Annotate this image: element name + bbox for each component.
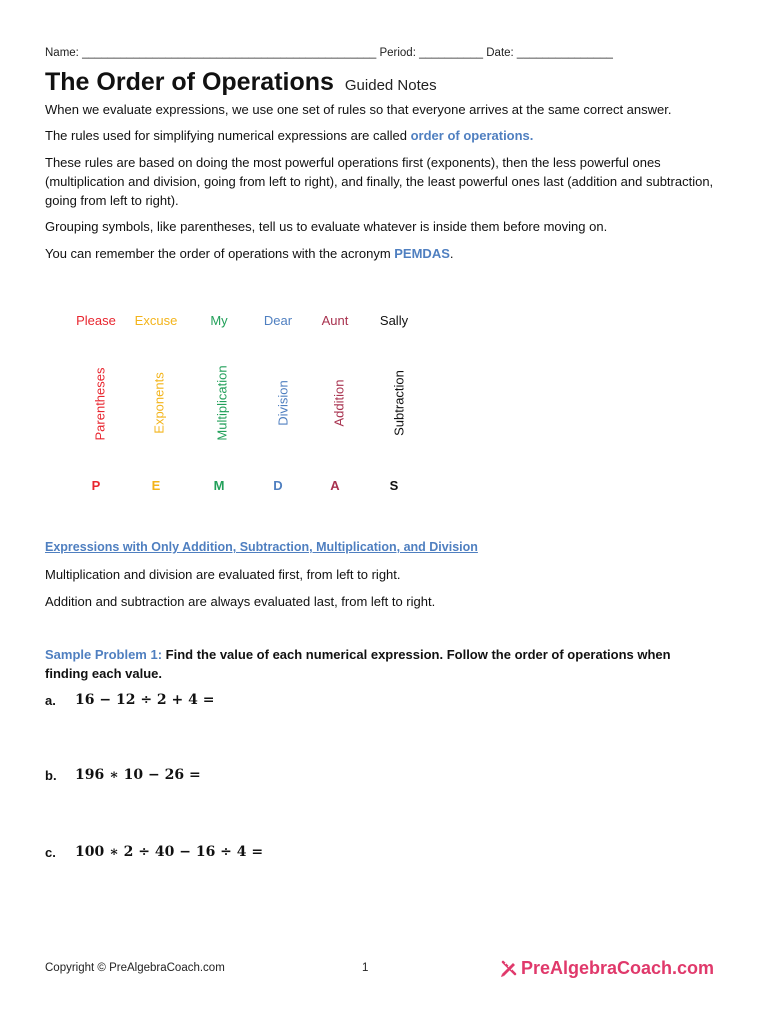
mnemonic-word-aunt: Aunt: [321, 313, 349, 328]
section-rule-2: Addition and subtraction are always evaluated last, from left to right.: [45, 594, 436, 609]
problem-label: b.: [45, 768, 57, 783]
page-title: [45, 68, 437, 97]
letter-p: P: [91, 478, 101, 493]
footer-copyright: Copyright © PreAlgebraCoach.com: [45, 962, 225, 974]
mnemonic-word-excuse: Excuse: [134, 313, 178, 328]
operation-division: Division: [275, 380, 291, 426]
section-heading: Expressions with Only Addition, Subtraction, Multiplication, and Division: [45, 540, 478, 554]
intro-p2-text: The rules used for simplifying numerical expressions are called: [45, 128, 411, 143]
intro-paragraph-2: [45, 126, 725, 145]
mnemonic-word-my: My: [210, 313, 228, 328]
name-period-date-line: Name: ______________________________________________ Period: __________ Date: _______________: [45, 47, 613, 59]
sample-problem-instruction: Find the value of each numerical expression. Follow the order of operations when finding each value.: [45, 647, 671, 681]
title-main: The Order of Operations: [45, 68, 334, 96]
letter-m: M: [213, 478, 225, 493]
mnemonic-word-dear: Dear: [263, 313, 293, 328]
operation-addition: Addition: [331, 379, 347, 427]
intro-paragraph-3: These rules are based on doing the most powerful operations first (exponents), then the less powerful ones (multiplication and division, going from left to right), and finally, the least powerful ones last (addition and subtraction, going from left to right).: [45, 155, 714, 208]
letter-s: S: [389, 478, 399, 493]
operation-exponents: Exponents: [151, 372, 167, 434]
letter-a: A: [330, 478, 340, 493]
intro-paragraph-4: Grouping symbols, like parentheses, tell us to evaluate whatever is inside them before moving on.: [45, 219, 608, 234]
operation-subtraction: Subtraction: [391, 370, 407, 436]
sample-problem-intro: [45, 645, 705, 683]
problem-label: a.: [45, 693, 56, 708]
problem-label: c.: [45, 845, 56, 860]
pencil-ruler-icon: [500, 959, 518, 977]
letter-e: E: [151, 478, 161, 493]
intro-p5-text: You can remember the order of operations with the acronym: [45, 246, 395, 261]
intro-p5-end: .: [449, 246, 454, 261]
problem-expression: 100 ∗ 2 ÷ 40 − 16 ÷ 4 =: [75, 844, 264, 860]
pemdas-term: PEMDAS: [394, 246, 450, 261]
problem-expression: 196 ∗ 10 − 26 =: [75, 767, 201, 783]
title-subtitle: Guided Notes: [344, 77, 437, 94]
logo-text: PreAlgebraCoach.com: [521, 958, 715, 978]
order-of-operations-term: order of operations.: [410, 128, 534, 143]
letter-d: D: [273, 478, 283, 493]
sample-problem-label: Sample Problem 1: [45, 647, 158, 662]
section-rule-1: Multiplication and division are evaluated first, from left to right.: [45, 567, 401, 582]
footer-logo: [500, 958, 714, 979]
mnemonic-word-sally: Sally: [379, 313, 409, 328]
sample-problem-colon: :: [157, 647, 166, 662]
intro-paragraph-1: When we evaluate expressions, we use one set of rules so that everyone arrives at the same correct answer.: [45, 102, 672, 117]
intro-paragraph-5: [45, 244, 725, 263]
operation-parentheses: Parentheses: [92, 367, 108, 441]
problem-expression: 16 − 12 ÷ 2 + 4 =: [75, 692, 215, 708]
footer-page-number: 1: [362, 962, 369, 974]
operation-multiplication: Multiplication: [214, 365, 230, 441]
mnemonic-word-please: Please: [76, 313, 116, 328]
